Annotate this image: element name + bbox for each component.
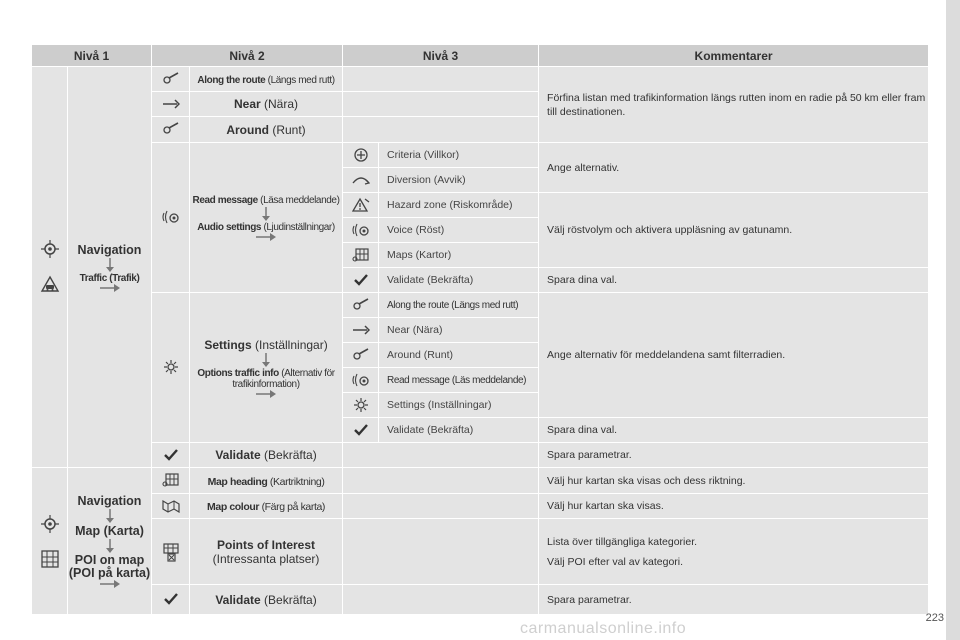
level3-near[interactable]: Near (Nära) bbox=[379, 318, 539, 343]
map-icon bbox=[40, 549, 60, 569]
comment-parameters: Spara parametrar. bbox=[539, 443, 929, 468]
header-comments: Kommentarer bbox=[539, 45, 929, 67]
table-row bbox=[32, 585, 929, 615]
header-level-2: Nivå 2 bbox=[152, 45, 343, 67]
comment-parameters-2: Spara parametrar. bbox=[539, 585, 929, 615]
level2-map-colour[interactable]: Map colour (Färg på karta) bbox=[190, 494, 343, 519]
level2-map-heading[interactable]: Map heading (Kartriktning) bbox=[190, 468, 343, 494]
level2-along-route[interactable]: Along the route (Längs med rutt) bbox=[190, 67, 343, 92]
comment-route: Förfina listan med trafikinformation längs rutten inom en radie på 50 km eller fram till destinationen. bbox=[539, 67, 929, 143]
level1-icons-cell bbox=[32, 67, 68, 468]
level3-criteria[interactable]: Criteria (Villkor) bbox=[379, 143, 539, 168]
arrow-down-icon bbox=[262, 353, 270, 367]
arrow-down-icon bbox=[106, 509, 114, 523]
level1-map-icons-cell bbox=[32, 468, 68, 615]
check-icon bbox=[354, 424, 368, 436]
level1-navigation-label-2: Navigation bbox=[77, 494, 142, 508]
level2-around[interactable]: Around (Runt) bbox=[190, 117, 343, 143]
level2-read-audio[interactable]: Read message (Läsa meddelande) Audio settings (Ljudinställningar) bbox=[190, 143, 343, 293]
around-icon bbox=[162, 122, 180, 136]
hazard-icon bbox=[352, 197, 370, 213]
level2-validate[interactable]: Validate (Bekräfta) bbox=[190, 443, 343, 468]
level3-hazard[interactable]: Hazard zone (Riskområde) bbox=[379, 193, 539, 218]
table-row bbox=[32, 494, 929, 519]
page-edge-strip bbox=[946, 0, 960, 640]
navigation-icon bbox=[39, 513, 61, 535]
table-row bbox=[32, 468, 929, 494]
table-row bbox=[32, 293, 929, 318]
table-row bbox=[32, 67, 929, 92]
level2-validate-map[interactable]: Validate (Bekräfta) bbox=[190, 585, 343, 615]
level1-map-label: Map (Karta) bbox=[75, 524, 144, 538]
poi-icon bbox=[162, 542, 180, 562]
level3-around[interactable]: Around (Runt) bbox=[379, 343, 539, 368]
level1-traffic-label: Traffic (Trafik) bbox=[79, 272, 140, 284]
voice-icon bbox=[162, 210, 180, 224]
level3-read-message[interactable]: Read message (Läs meddelande) bbox=[379, 368, 539, 393]
arrow-down-icon bbox=[106, 258, 114, 272]
voice-icon bbox=[352, 373, 370, 387]
level1-poi-label: POI on map (POI på karta) bbox=[68, 553, 151, 580]
settings-icon bbox=[162, 358, 180, 376]
watermark: carmanualsonline.info bbox=[520, 620, 687, 637]
settings-icon bbox=[352, 396, 370, 414]
diversion-icon bbox=[352, 174, 370, 186]
header-level-1: Nivå 1 bbox=[32, 45, 152, 67]
around-icon bbox=[352, 348, 370, 362]
page-number: 223 bbox=[925, 612, 944, 624]
arrow-down-icon bbox=[106, 539, 114, 553]
arrow-right-icon bbox=[100, 580, 120, 588]
arrow-right-icon bbox=[256, 233, 276, 241]
comment-map-colour: Välj hur kartan ska visas. bbox=[539, 494, 929, 519]
check-icon bbox=[354, 274, 368, 286]
voice-icon bbox=[352, 223, 370, 237]
comment-poi: Lista över tillgängliga kategorier. Välj POI efter val av kategori. bbox=[539, 519, 929, 585]
level3-along-route[interactable]: Along the route (Längs med rutt) bbox=[379, 293, 539, 318]
maps-icon bbox=[352, 247, 370, 263]
check-icon bbox=[164, 593, 178, 605]
comment-save: Spara dina val. bbox=[539, 268, 929, 293]
comment-alternatives: Ange alternativ. bbox=[539, 143, 929, 193]
route-icon bbox=[352, 298, 370, 312]
route-icon-cell bbox=[152, 67, 190, 92]
arrow-right-icon bbox=[100, 284, 120, 292]
level3-validate[interactable]: Validate (Bekräfta) bbox=[379, 268, 539, 293]
level3-diversion[interactable]: Diversion (Avvik) bbox=[379, 168, 539, 193]
level1-map-labels-cell bbox=[68, 468, 152, 615]
near-icon bbox=[162, 98, 180, 110]
level3-validate[interactable]: Validate (Bekräfta) bbox=[379, 418, 539, 443]
level1-labels-cell bbox=[68, 67, 152, 468]
route-icon bbox=[162, 72, 180, 86]
level3-settings[interactable]: Settings (Inställningar) bbox=[379, 393, 539, 418]
check-icon bbox=[164, 449, 178, 461]
criteria-icon bbox=[352, 147, 370, 163]
arrow-right-icon bbox=[256, 390, 276, 398]
map-icon bbox=[162, 472, 180, 488]
table-header-row bbox=[32, 45, 929, 67]
level2-settings-options[interactable]: Settings (Inställningar) Options traffic info (Alternativ för trafikinformation) bbox=[190, 293, 343, 443]
comment-voice: Välj röstvolym och aktivera uppläsning av gatunamn. bbox=[539, 193, 929, 268]
near-icon bbox=[352, 324, 370, 336]
map-colour-icon bbox=[161, 499, 181, 513]
table-row bbox=[32, 143, 929, 168]
arrow-down-icon bbox=[262, 207, 270, 221]
comment-message-alternatives: Ange alternativ för meddelandena samt filterradien. bbox=[539, 293, 929, 418]
comment-map-heading: Välj hur kartan ska visas och dess riktning. bbox=[539, 468, 929, 494]
navigation-menu-table bbox=[31, 44, 929, 615]
level1-navigation-label: Navigation bbox=[77, 242, 142, 257]
comment-save-2: Spara dina val. bbox=[539, 418, 929, 443]
table-row bbox=[32, 443, 929, 468]
table-row bbox=[32, 519, 929, 585]
traffic-icon bbox=[39, 274, 61, 296]
level2-poi[interactable]: Points of Interest (Intressanta platser) bbox=[190, 519, 343, 585]
level2-near[interactable]: Near (Nära) bbox=[190, 92, 343, 117]
header-level-3: Nivå 3 bbox=[343, 45, 539, 67]
level3-maps[interactable]: Maps (Kartor) bbox=[379, 243, 539, 268]
level3-voice[interactable]: Voice (Röst) bbox=[379, 218, 539, 243]
navigation-icon bbox=[39, 238, 61, 260]
